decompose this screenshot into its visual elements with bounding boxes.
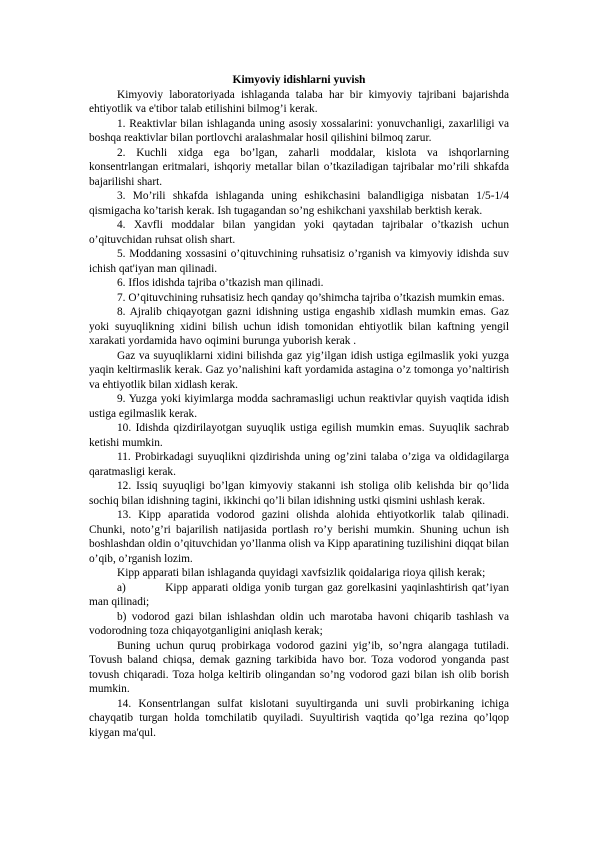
paragraph-intro: Kimyoviy laboratoriyada ishlaganda talaba har bir kimyoviy tajribani bajarishda ehtiyotlik va e'tibor talab etilishini bilmog’i kerak. — [89, 88, 509, 115]
rule-6: 6. Iflos idishda tajriba o’tkazish man qilinadi. — [117, 277, 324, 289]
rule-9: 9. Yuzga yoki kiyimlarga modda sachramasligi uchun reaktivlar quyish vaqtida idish ustiga egilmaslik kerak. — [89, 393, 509, 420]
rule-1: 1. Reaktivlar bilan ishlaganda uning asosiy xossalarini: yonuvchanligi, zaxarliligi va boshqa reaktivlar bilan portlovchi aralashmalar hosil qilishini bilmoq zarur. — [89, 117, 509, 144]
rule-4: 4. Xavfli moddalar bilan yangidan yoki qaytadan tajribalar o’tkazish uchun o’qituvchidan ruhsat olish shart. — [89, 219, 509, 246]
kipp-rule-b: b) vodorod gazi bilan ishlashdan oldin uch marotaba havoni chiqarib tashlash va vodorodning toza chiqayotganligini aniqlash kerak; — [89, 610, 509, 637]
rule-2: 2. Kuchli xidga ega bo’lgan, zaharli moddalar, kislota va ishqorlarning konsentrlangan eritmalari, ishqoriy metallar bilan o’tkaziladigan tajribalar mo’rili shkafda bajarilishi shart. — [89, 146, 509, 188]
document-title: Kimyoviy idishlarni yuvish — [232, 74, 366, 86]
rule-12: 12. Issiq suyuqligi bo’lgan kimyoviy stakanni ish stoliga olib kelishda bir qo’lida sochiq bilan idishning tagini, ikkinchi qo’li bilan idishning ustki qismini ushlash kerak. — [89, 480, 509, 507]
rule-5: 5. Moddaning xossasini o’qituvchining ruhsatisiz o’rganish va kimyoviy idishda suv ichish qat'iyan man qilinadi. — [89, 248, 509, 275]
rule-8-note: Gaz va suyuqliklarni xidini bilishda gaz yig’ilgan idish ustiga egilmaslik yoki yuzga yaqin keltirmaslik kerak. Gaz yo’nalishini kaft yordamida astagina o’z tomonga yo’naltirish va ehtiyotlik bilan xidlash kerak. — [89, 349, 509, 391]
rule-13: 13. Kipp aparatida vodorod gazini olishda alohida ehtiyotkorlik talab qilinadi. Chunki, noto’g’ri bajarilish natijasida portlash ro’y berishi mumkin. Shuning uchun ish boshlashdan oldin o’qituvchidan yo’llanma olish va Kipp aparatining tuzilishini diqqat bilan o’qib, o’rganish lozim. — [89, 509, 509, 565]
kipp-rules-intro: Kipp apparati bilan ishlaganda quyidagi xavfsizlik qoidalariga rioya qilish kerak; — [117, 567, 486, 579]
rule-10: 10. Idishda qizdirilayotgan suyuqlik ustiga egilish mumkin emas. Suyuqlik sachrab ketishi mumkin. — [89, 422, 509, 449]
rule-3: 3. Mo’rili shkafda ishlaganda uning eshikchasini balandligiga nisbatan 1/5-1/4 qismigacha ko’tarish kerak. Ish tugagandan so’ng eshikchani yaxshilab berktish kerak. — [89, 190, 509, 217]
rule-14: 14. Konsentrlangan sulfat kislotani suyultirganda uni suvli probirkaning ichiga chayqatib turgan holda tomchilatib quyiladi. Suyultirish vaqtida qo’lga rezina qo’lqop kiygan ma'qul. — [89, 697, 509, 739]
rule-7: 7. O’qituvchining ruhsatisiz hech qanday qo’shimcha tajriba o’tkazish mumkin emas. — [117, 291, 505, 304]
document-body — [89, 88, 512, 741]
kipp-rule-a: a) Kipp apparati oldiga yonib turgan gaz gorelkasini yaqinlashtirish qat’iyan man qilinadi; — [89, 581, 512, 608]
rule-11: 11. Probirkadagi suyuqlikni qizdirishda uning og’zini talaba o’ziga va oldidagilarga qaratmasligi kerak. — [89, 451, 509, 478]
rule-8: 8. Ajralib chiqayotgan gazni idishning ustiga engashib xidlash mumkin emas. Gaz yoki suyuqlikning xidini bilish uchun idish tomonidan ehtiyotlik bilan kaftning yengil xarakati yordamida havo oqimini burunga yuborish kerak . — [89, 306, 509, 347]
kipp-rule-b-note: Buning uchun quruq probirkaga vodorod gazini yig’ib, so’ngra alangaga tutiladi. Tovush baland chiqsa, demak gazning tarkibida havo bor. Toza vodorod yonganda past tovush chiqaradi. Toza holga keltirib olingandan so’ng vodorod gazi bilan ish olib borish mumkin. — [89, 639, 509, 695]
